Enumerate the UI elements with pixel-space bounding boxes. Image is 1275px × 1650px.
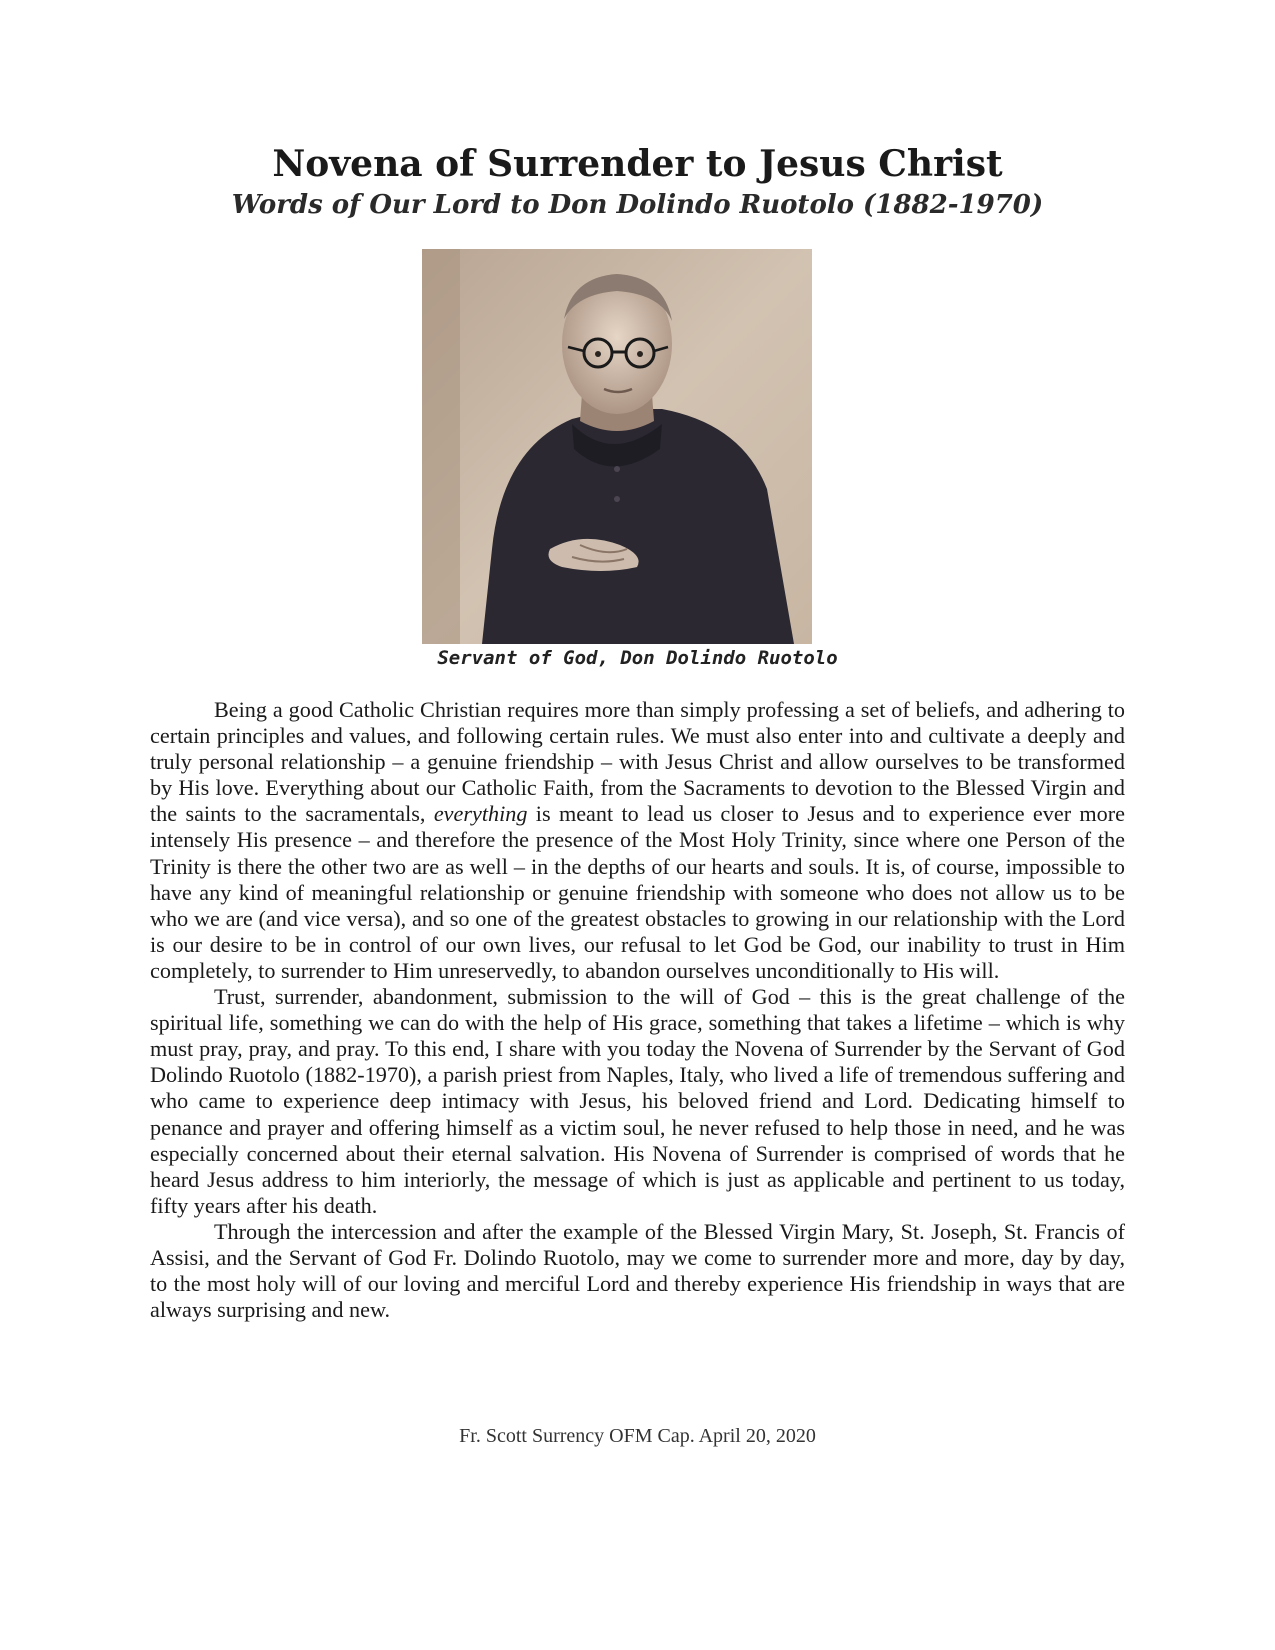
paragraph-2: Trust, surrender, abandonment, submission to the will of God – this is the great challenge of the spiritual life, something we can do with the help of His grace, something that takes a lifetime – which is why must pray, pray, and pray. To this end, I share with you today the Novena of Surrender by the Servant of God Dolindo Ruotolo (1882-1970), a parish priest from Naples, Italy, who lived a life of tremendous suffering and who came to experience deep intimacy with Jesus, his beloved friend and Lord. Dedicating himself to penance and prayer and offering himself as a victim soul, he never refused to help those in need, and he was especially concerned about their eternal salvation. His Novena of Surrender is comprised of words that he heard Jesus address to him interiorly, the message of which is just as applicable and pertinent to us today, fifty years after his death.: [150, 984, 1125, 1218]
photo-caption: Servant of God, Don Dolindo Ruotolo: [437, 647, 838, 669]
author-signature: Fr. Scott Surrency OFM Cap. April 20, 2020: [459, 1425, 816, 1447]
paragraph-1-part-1: Being a good Catholic Christian requires more than simply professing a set of beliefs, and adhering to certain principles and values, and following certain rules. We must also enter into and cultivate a deeply and truly personal relationship – a genuine friendship – with Jesus Christ and allow ourselves to be transformed by His love. Everything about our Catholic Faith, from the Sacraments to devotion to the Blessed Virgin and the saints to the sacramentals,: [150, 697, 1125, 827]
page-title: Novena of Surrender to Jesus Christ: [272, 143, 1003, 185]
page-subtitle: Words of Our Lord to Don Dolindo Ruotolo (1882-1970): [231, 190, 1044, 220]
paragraph-1-emphasis: everything: [433, 801, 528, 827]
portrait-photo: [422, 249, 812, 644]
paragraph-1-part-2: is meant to lead us closer to Jesus and to experience ever more intensely His presence – and therefore the presence of the Most Holy Trinity, since where one Person of the Trinity is there the other two are as well – in the depths of our hearts and souls. It is, of course, impossible to have any kind of meaningful relationship or genuine friendship with someone who does not allow us to be who we are (and vice versa), and so one of the greatest obstacles to growing in our relationship with the Lord is our desire to be in control of our own lives, our refusal to let God be God, our inability to trust in Him completely, to surrender to Him unreservedly, to abandon ourselves unconditionally to His will.: [150, 801, 1126, 983]
paragraph-1: [150, 697, 1125, 984]
paragraph-3: Through the intercession and after the example of the Blessed Virgin Mary, St. Joseph, St. Francis of Assisi, and the Servant of God Fr. Dolindo Ruotolo, may we come to surrender more and more, day by day, to the most holy will of our loving and merciful Lord and thereby experience His friendship in ways that are always surprising and new.: [150, 1218, 1125, 1323]
portrait-illustration: [422, 249, 812, 644]
body-text: [150, 697, 1125, 1323]
